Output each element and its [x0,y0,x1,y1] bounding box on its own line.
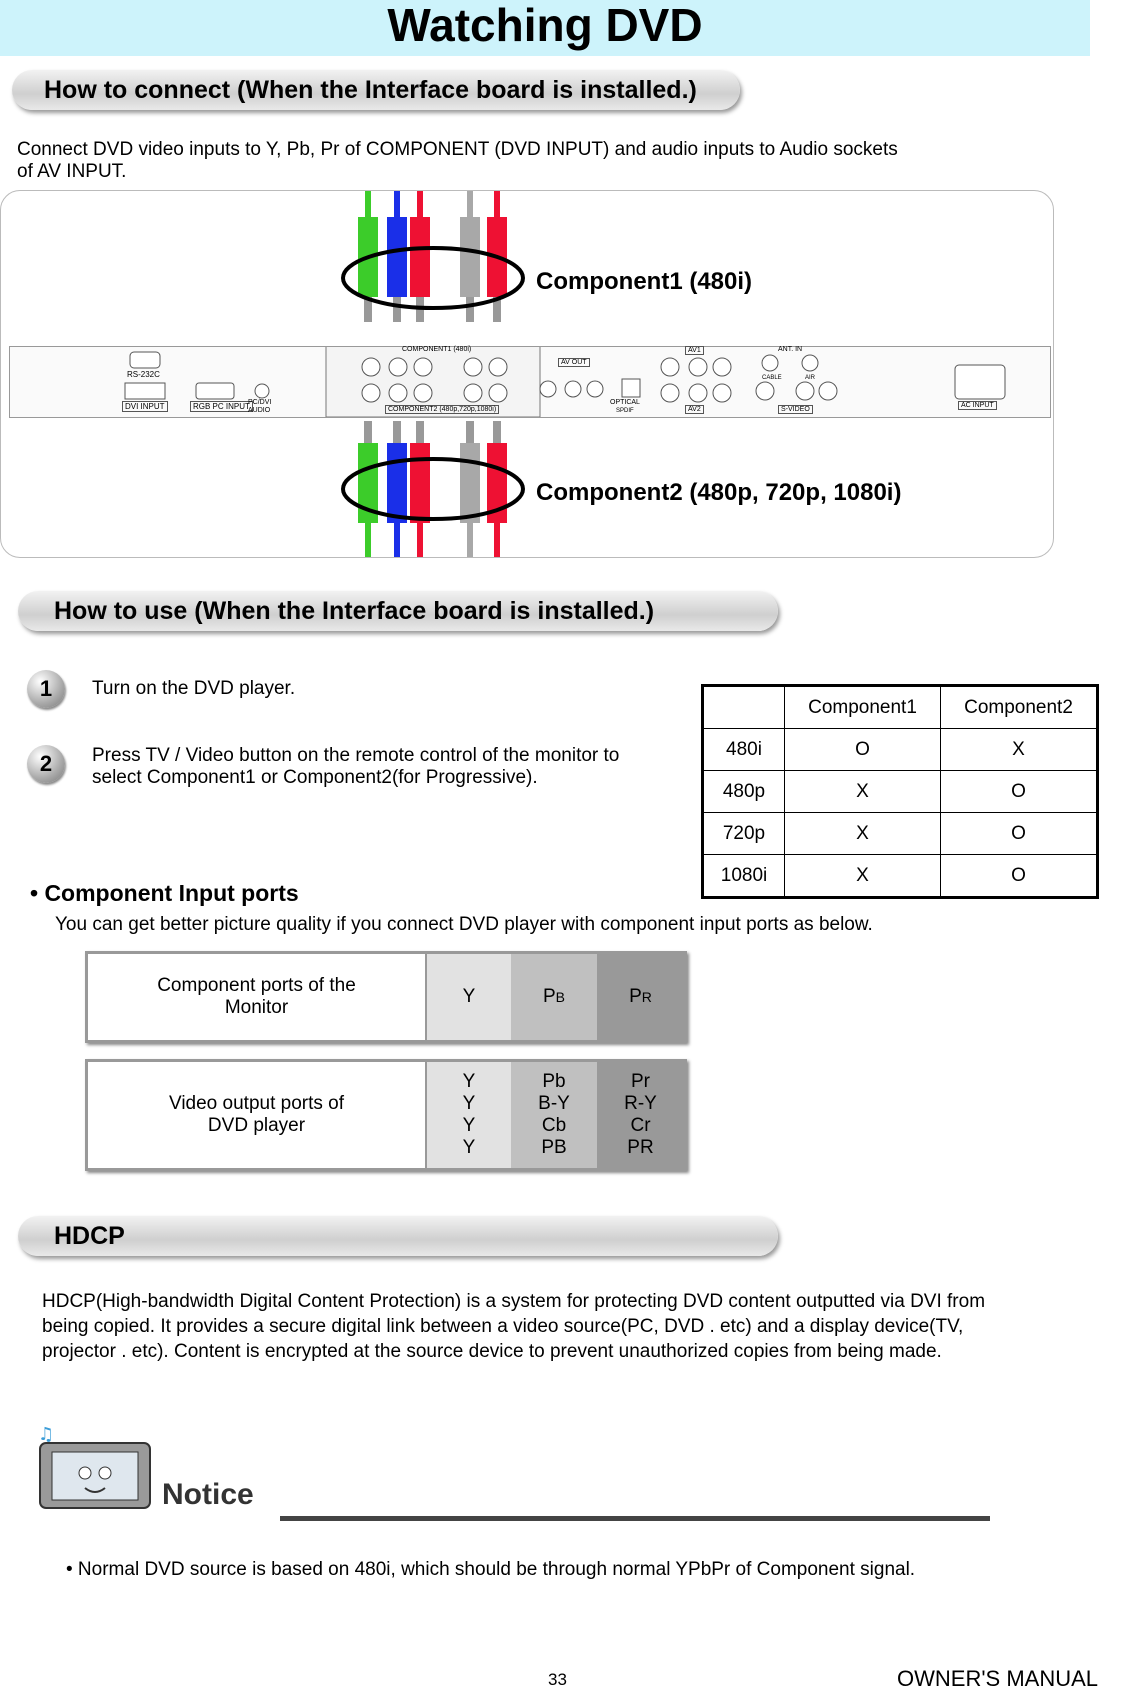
dvd-ports-label: Video output ports of DVD player [88,1062,427,1168]
monitor-ports-label: Component ports of the Monitor [88,954,427,1040]
table-cell: 480i [703,729,785,771]
page-number: 33 [548,1670,567,1689]
table-header: Component2 [941,686,1098,729]
svg-text:♫: ♫ [38,1424,55,1445]
monitor-ports-box [85,951,687,1043]
table-cell: O [785,729,941,771]
table-cell: 1080i [703,855,785,898]
label-dvi-input: DVI INPUT [122,401,168,412]
dvd-port-pr: Pr R-Y Cr PR [597,1062,684,1168]
hdcp-text: HDCP(High-bandwidth Digital Content Protection) is a system for protecting DVD content outputted via DVI from being copied. It provides a secure digital link between a video source(PC, DVD . etc) and a display device(TV, projector . etc). Content is encrypted at the source device to prevent unauthorized copies from being made. [42,1291,986,1362]
monitor-port-y: Y [427,954,511,1040]
notice-banner [30,1418,990,1528]
dvd-port-y: Y Y Y Y [427,1062,511,1168]
label-s-video: S-VIDEO [778,405,813,414]
table-row [703,729,1098,771]
table-cell: 720p [703,813,785,855]
label-spdif: SPDIF [616,408,634,414]
section-heading-connect [12,70,740,110]
label-av2: AV2 [685,405,704,414]
rear-panel [9,346,1051,418]
label-optical: OPTICAL [610,399,640,406]
label-ant-in: ANT. IN [778,346,803,353]
step-1-text: Turn on the DVD player. [92,678,296,699]
connection-diagram [0,190,1054,558]
label-component1: COMPONENT1 (480i) [402,346,472,353]
label-ac-input: AC INPUT [958,401,997,410]
connect-text: Connect DVD video inputs to Y, Pb, Pr of COMPONENT (DVD INPUT) and audio inputs to Audio sockets of AV INPUT. [17,139,898,182]
notice-label: Notice [162,1478,254,1511]
section-heading-use [18,591,778,631]
component1-label: Component1 (480i) [536,268,753,295]
table-header: Component1 [785,686,941,729]
table-header-row [703,686,1098,729]
label-rgb-pc-input: RGB PC INPUT [190,401,253,412]
table-cell: X [785,855,941,898]
label-component2: COMPONENT2 (480p,720p,1080i) [385,405,499,414]
dvd-port-pb: Pb B-Y Cb PB [511,1062,597,1168]
component2-label: Component2 (480p, 720p, 1080i) [536,479,902,506]
label-rs232c: RS-232C [127,370,160,379]
table-row [703,771,1098,813]
monitor-port-pb: P B [511,954,597,1040]
table-cell: O [941,855,1098,898]
title-bar [0,0,1090,56]
mode-table [701,684,1099,899]
heading-connect: How to connect (When the Interface board is installed.) [44,76,697,104]
table-row [703,813,1098,855]
step-1-icon: 1 [27,670,65,708]
monitor-port-pr: P R [597,954,684,1040]
step-2-text: Press TV / Video button on the remote control of the monitor to select Component1 or Component2(for Progressive). [92,745,620,788]
section-heading-hdcp [18,1216,778,1256]
label-av-out: AV OUT [558,358,590,367]
table-row [703,855,1098,898]
label-pc-dvi-audio: PC/DVI AUDIO [248,399,272,414]
page-title: Watching DVD [387,0,703,51]
table-cell: O [941,813,1098,855]
label-cable: CABLE [762,375,782,381]
table-cell: X [785,813,941,855]
notice-text: • Normal DVD source is based on 480i, which should be through normal YPbPr of Component signal. [66,1559,916,1580]
table-cell: X [785,771,941,813]
table-header [703,686,785,729]
component-ports-text: You can get better picture quality if you connect DVD player with component input ports as below. [55,914,873,935]
manual-label: OWNER'S MANUAL [897,1666,1098,1691]
table-cell: 480p [703,771,785,813]
dvd-ports-box [85,1059,687,1171]
component-ports-heading: • Component Input ports [30,880,299,906]
top-cables [343,191,523,322]
heading-use: How to use (When the Interface board is installed.) [54,597,655,625]
step-2-icon: 2 [27,745,65,783]
label-av1: AV1 [685,346,704,355]
bottom-cables [343,421,523,557]
label-air: AIR [805,375,816,381]
table-cell: X [941,729,1098,771]
heading-hdcp: HDCP [54,1222,125,1250]
table-cell: O [941,771,1098,813]
